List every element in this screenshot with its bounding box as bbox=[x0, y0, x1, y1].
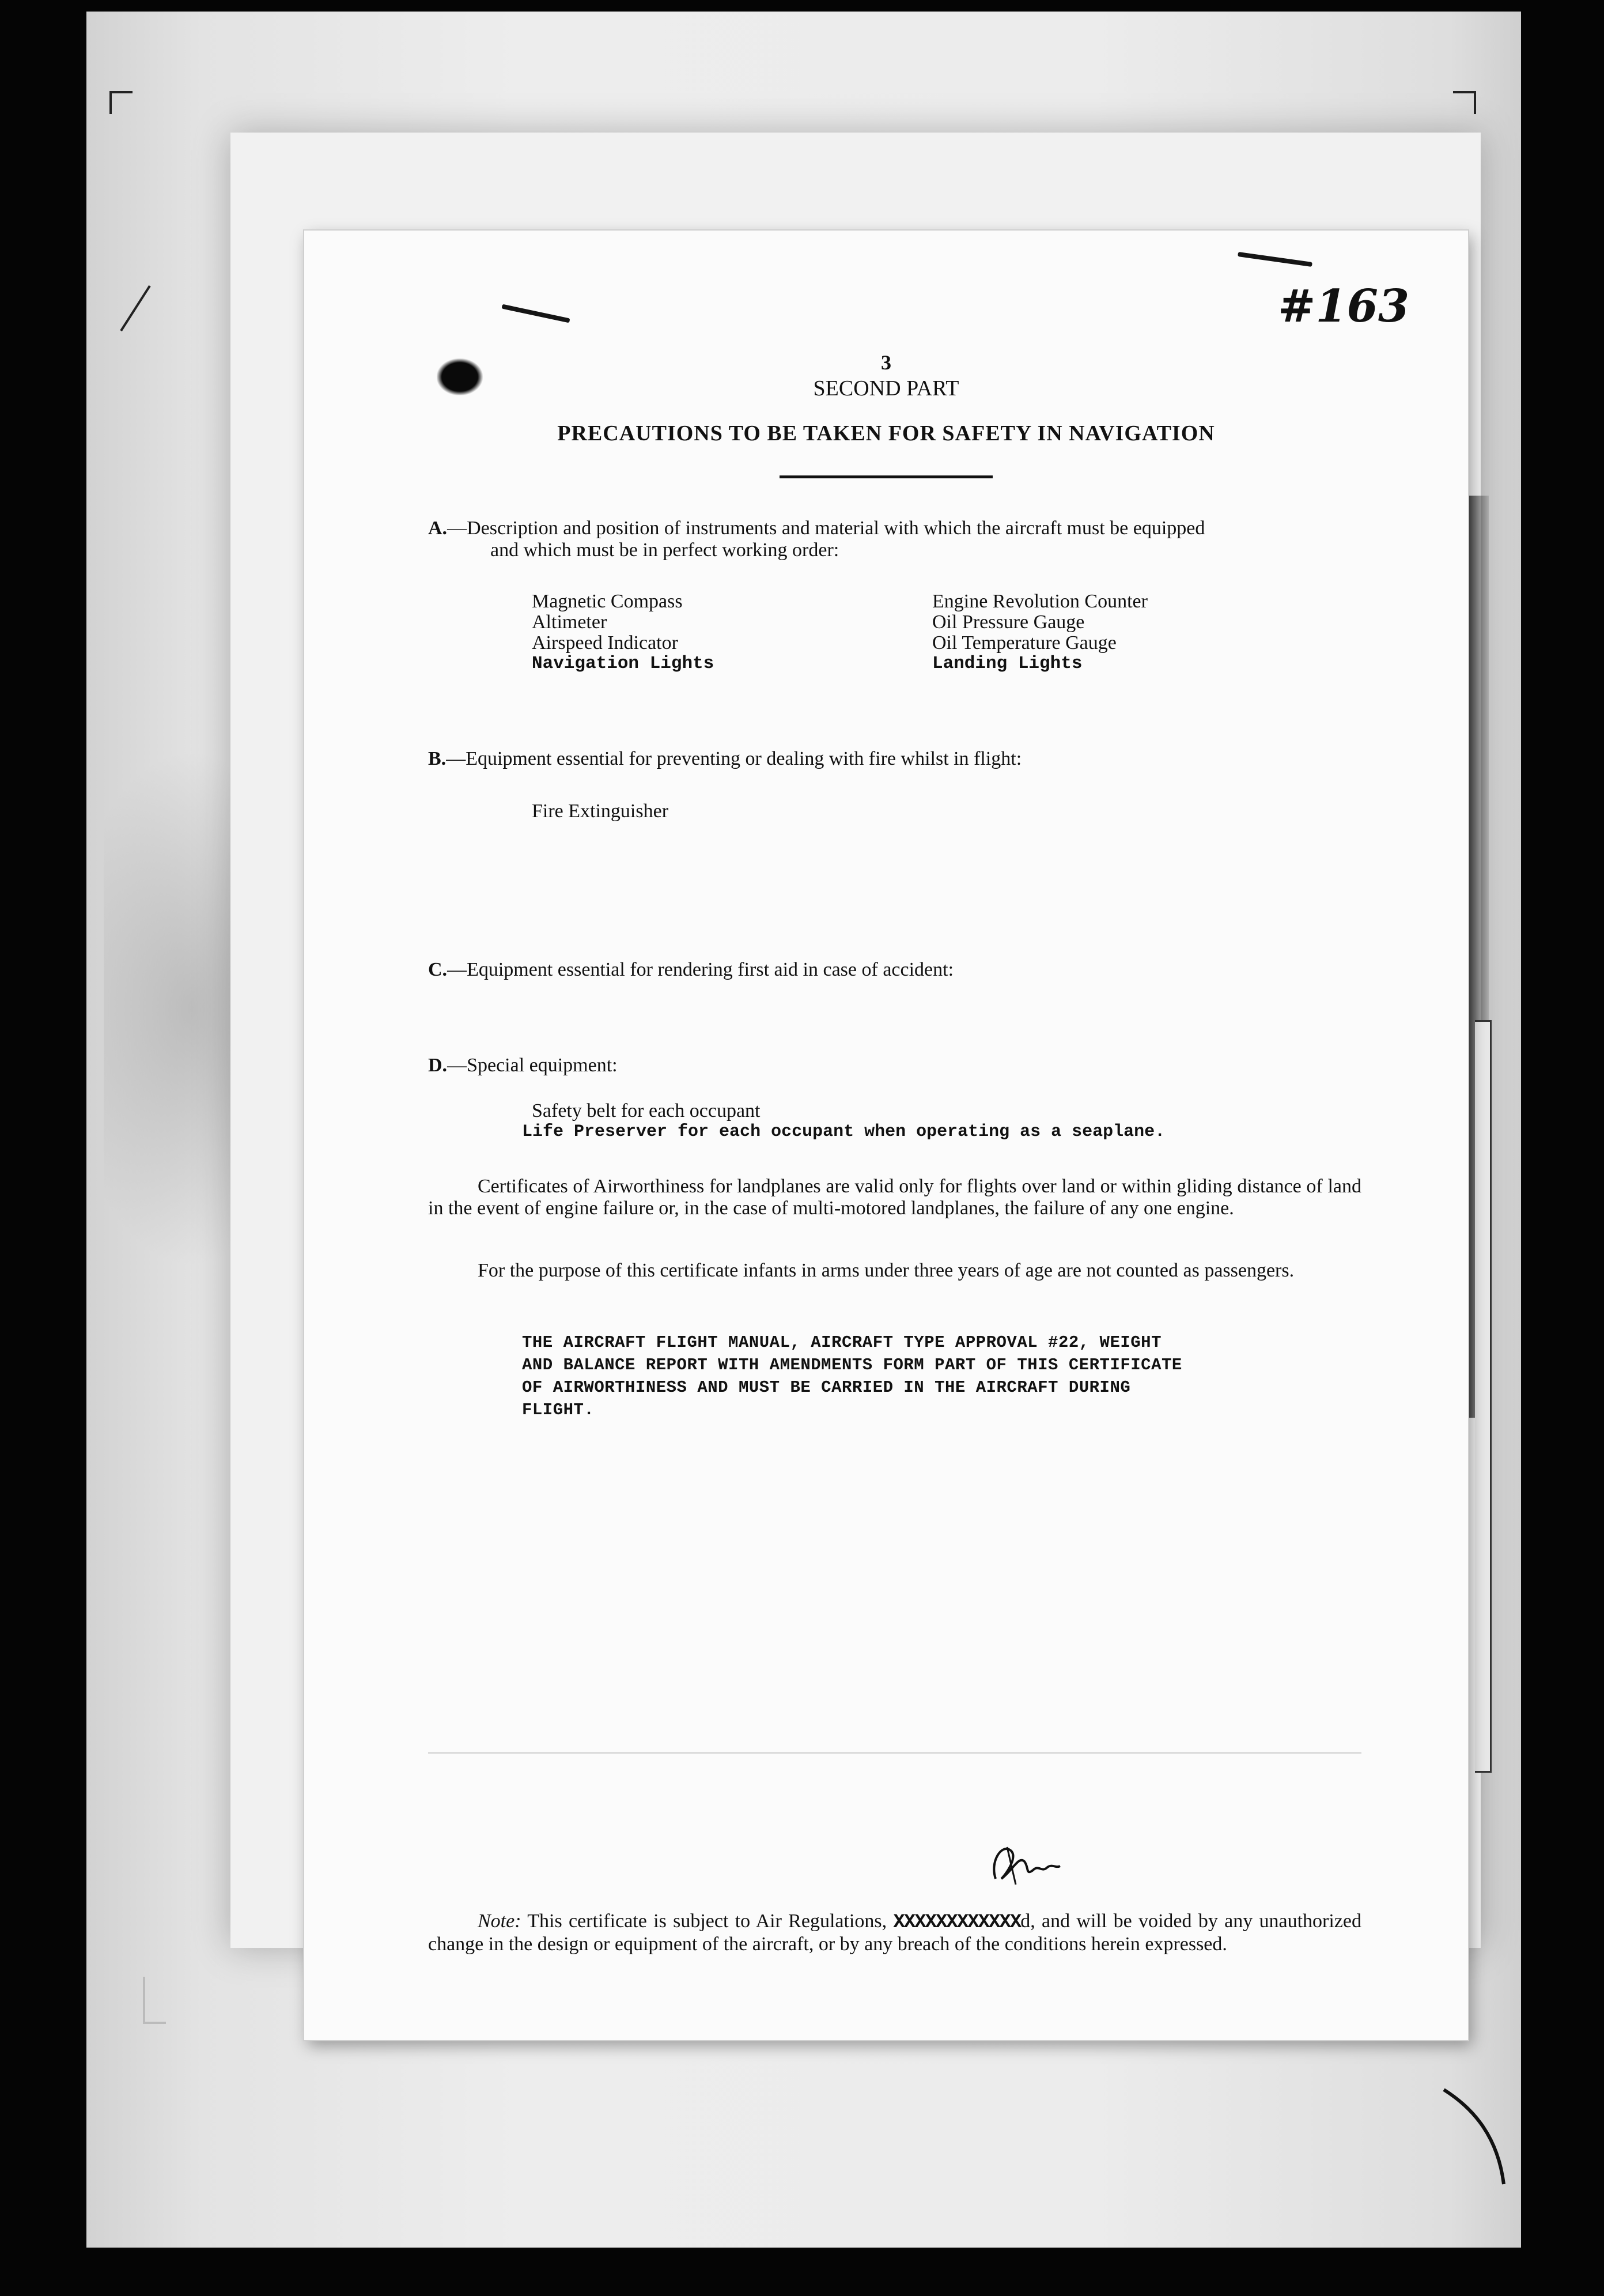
section-b-text: —Equipment essential for preventing or dealing with fire whilst in flight: bbox=[446, 748, 1022, 769]
note-text-before: This certificate is subject to Air Regulations, bbox=[521, 1910, 894, 1932]
instrument-item: Oil Temperature Gauge bbox=[932, 632, 1117, 654]
crop-mark-bottom-left bbox=[143, 1977, 145, 2023]
crop-mark-top-left bbox=[109, 91, 112, 114]
title-rule bbox=[780, 475, 993, 478]
ink-dash bbox=[501, 304, 570, 323]
part-heading: SECOND PART bbox=[813, 376, 959, 401]
section-d-item: Safety belt for each occupant bbox=[532, 1100, 761, 1121]
airworthiness-text: Certificates of Airworthiness for landplanes are valid only for flights over land or within gliding distance of land in the event of engine failure or, in the case of multi-motored landplanes, the failure of any one engine. bbox=[428, 1176, 1361, 1219]
instruments-right bbox=[932, 591, 1148, 674]
crop-mark-top-right bbox=[1474, 91, 1476, 114]
instrument-item-typed: Navigation Lights bbox=[532, 654, 714, 674]
crop-mark-bottom-left bbox=[143, 2022, 166, 2024]
typed-notice-line: AND BALANCE REPORT WITH AMENDMENTS FORM PART OF THIS CERTIFICATE bbox=[522, 1355, 1182, 1374]
instrument-item: Airspeed Indicator bbox=[532, 632, 678, 654]
typed-notice-line: FLIGHT. bbox=[522, 1400, 595, 1419]
section-a-label: A. bbox=[428, 518, 448, 539]
section-b bbox=[428, 748, 1367, 770]
infants-text: For the purpose of this certificate infants in arms under three years of age are not counted as passengers. bbox=[478, 1260, 1295, 1281]
signature-initials bbox=[984, 1838, 1065, 1890]
slash-mark bbox=[115, 282, 156, 334]
section-d-item-typed: Life Preserver for each occupant when operating as a seaplane. bbox=[522, 1122, 1166, 1142]
section-b-label: B. bbox=[428, 748, 447, 769]
section-a-line1 bbox=[428, 518, 1367, 539]
crop-mark-top-left bbox=[109, 91, 133, 93]
section-b-item: Fire Extinguisher bbox=[532, 800, 669, 822]
page-tab bbox=[1475, 1020, 1492, 1773]
section-c-text: —Equipment essential for rendering first aid in case of accident: bbox=[447, 959, 954, 980]
section-d-label: D. bbox=[428, 1055, 448, 1076]
section-c bbox=[428, 959, 1367, 981]
ink-dash bbox=[1238, 252, 1312, 267]
section-a bbox=[428, 518, 1367, 561]
instruments-left bbox=[532, 591, 714, 674]
note-struck-text: XXXXXXXXXXXX bbox=[893, 1912, 1021, 1934]
section-d bbox=[428, 1055, 1367, 1077]
handwritten-page-number: #163 bbox=[1278, 280, 1410, 333]
page-title: PRECAUTIONS TO BE TAKEN FOR SAFETY IN NAVIGATION bbox=[557, 421, 1215, 445]
show-through-rule bbox=[428, 1752, 1361, 1754]
note-paragraph bbox=[428, 1910, 1361, 1955]
infants-paragraph bbox=[428, 1260, 1361, 1282]
certificate-page bbox=[304, 231, 1468, 2040]
section-a-text: —Description and position of instruments and material with which the aircraft must be equipped bbox=[447, 518, 1205, 539]
instrument-item: Altimeter bbox=[532, 611, 607, 633]
corner-curve-mark bbox=[1440, 2086, 1510, 2190]
section-a-line2: and which must be in perfect working order: bbox=[490, 539, 839, 561]
typed-notice bbox=[522, 1331, 1317, 1421]
note-text-after: d, and will be voided by any unauthorized change in the design or equipment of the aircraft, or by any breach of the conditions herein expressed. bbox=[428, 1910, 1361, 1955]
typed-notice-line: OF AIRWORTHINESS AND MUST BE CARRIED IN THE AIRCRAFT DURING bbox=[522, 1378, 1131, 1397]
instrument-item: Oil Pressure Gauge bbox=[932, 611, 1085, 633]
crop-mark-top-right bbox=[1453, 91, 1476, 93]
page-number: 3 bbox=[881, 351, 891, 374]
section-d-text: —Special equipment: bbox=[447, 1055, 618, 1076]
instrument-item: Magnetic Compass bbox=[532, 591, 683, 612]
airworthiness-paragraph bbox=[428, 1176, 1361, 1219]
note-label: Note: bbox=[478, 1910, 521, 1932]
typed-notice-line: THE AIRCRAFT FLIGHT MANUAL, AIRCRAFT TYPE APPROVAL #22, WEIGHT bbox=[522, 1333, 1162, 1352]
instrument-item: Engine Revolution Counter bbox=[932, 591, 1148, 612]
instrument-item-typed: Landing Lights bbox=[932, 654, 1083, 674]
section-c-label: C. bbox=[428, 959, 448, 980]
